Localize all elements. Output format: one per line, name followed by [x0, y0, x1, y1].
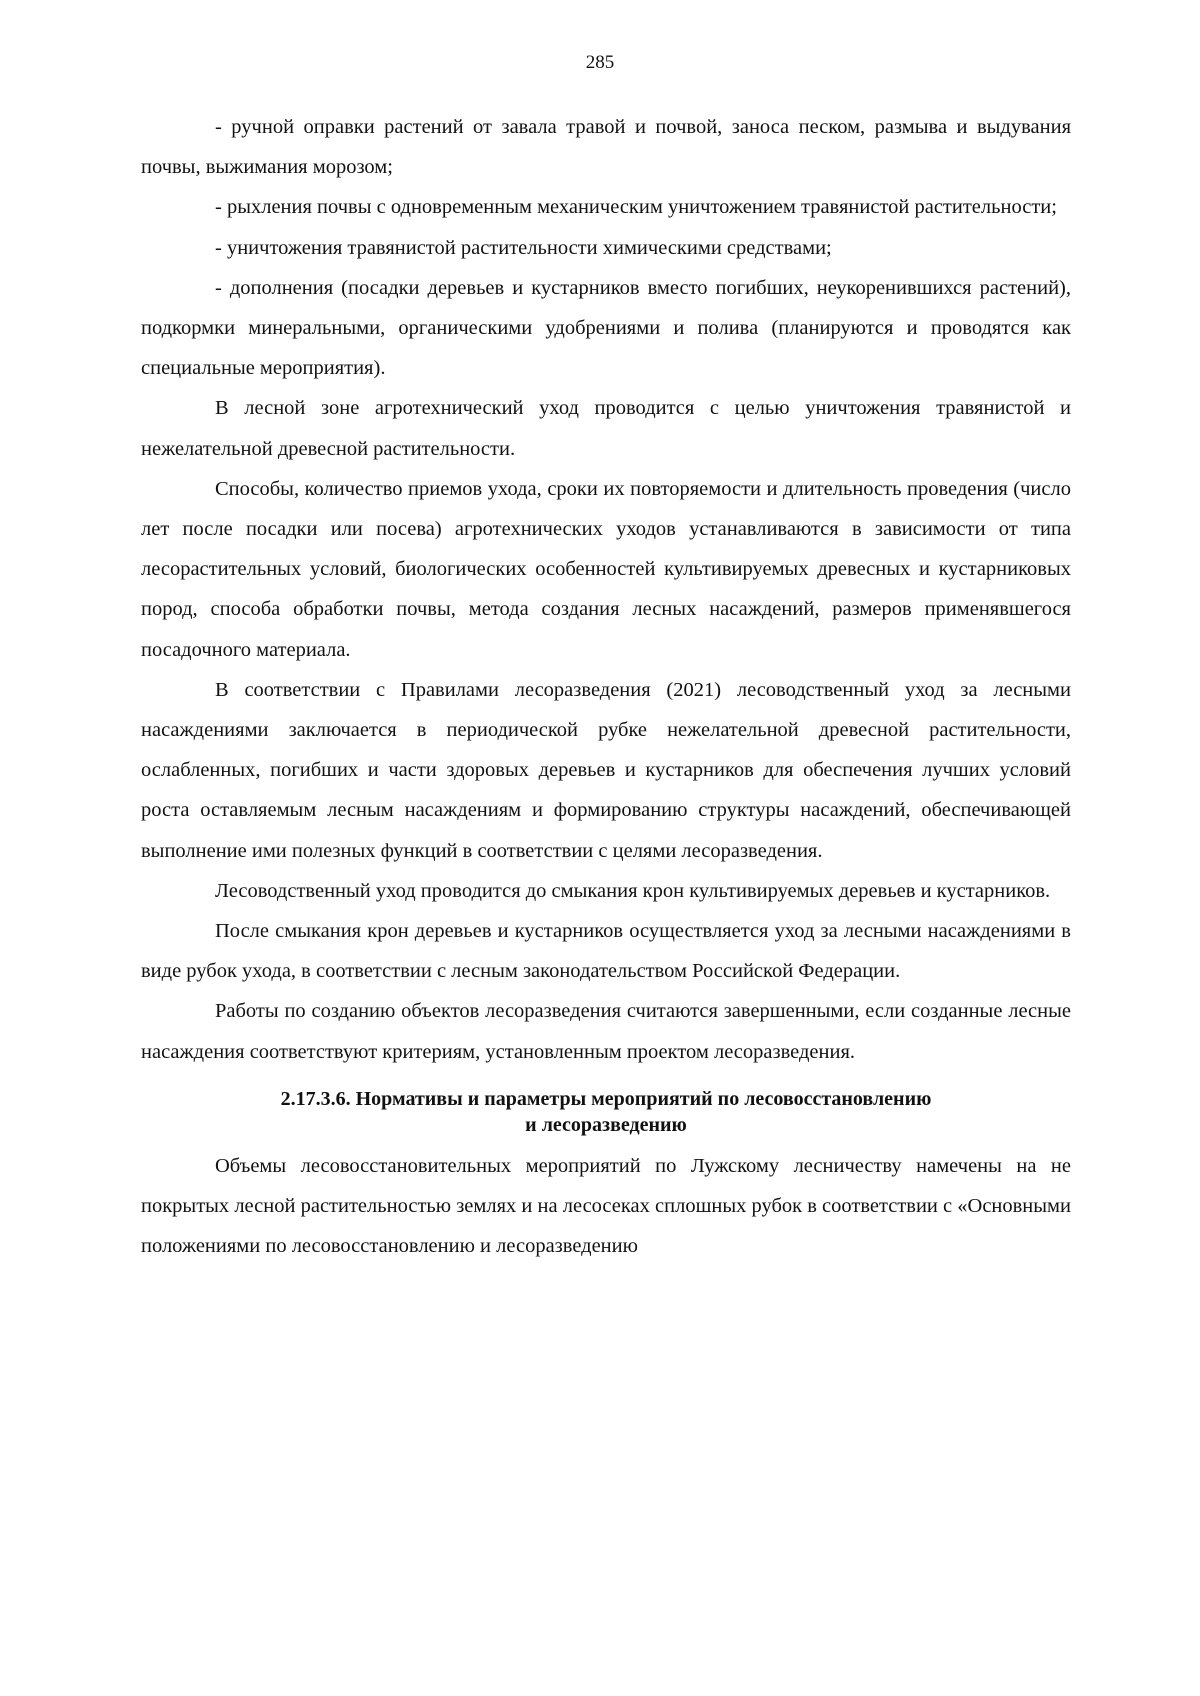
- paragraph-agrotechnical-care: В лесной зоне агротехнический уход проводится с целью уничтожения травянистой и нежелательной древесной растительности.: [141, 397, 1071, 460]
- list-item-soil-loosening: - рыхления почвы с одновременным механическим уничтожением травянистой растительности;: [215, 196, 1057, 219]
- section-heading-line-2: и лесоразведению: [525, 1113, 687, 1136]
- paragraph-completion-criteria: Работы по созданию объектов лесоразведения считаются завершенными, если созданные лесные насаждения соответствуют критериям, установленным проектом лесоразведения.: [141, 1000, 1071, 1063]
- paragraph-reforestation-volumes: Объемы лесовосстановительных мероприятий по Лужскому лесничеству намечены на не покрытых лесной растительностью землях и на лесосеках сплошных рубок в соответствии с «Основными положениями по лесовосстановлению и лесоразведению: [141, 1154, 1071, 1258]
- list-item-supplementing: - дополнения (посадки деревьев и кустарников вместо погибших, неукоренившихся растений), подкормки минеральными, органическими удобрениями и полива (планируются и проводятся как специальные мероприятия).: [141, 276, 1071, 380]
- paragraph-silvicultural-care: Лесоводственный уход проводится до смыкания крон культивируемых деревьев и кустарников.: [215, 879, 1051, 902]
- document-body: [141, 107, 1071, 1266]
- paragraph-thinning: После смыкания крон деревьев и кустарников осуществляется уход за лесными насаждениями в виде рубок ухода, в соответствии с лесным законодательством Российской Федерации.: [141, 920, 1071, 983]
- paragraph-afforestation-rules: В соответствии с Правилами лесоразведения (2021) лесоводственный уход за лесными насаждениями заключается в периодической рубке нежелательной древесной растительности, ослабленных, погибших и части здоровых деревьев и кустарников для обеспечения лучших условий роста оставляемым лесным насаждениям и формированию структуры насаждений, обеспечивающей выполнение ими полезных функций в соответствии с целями лесоразведения.: [141, 678, 1071, 862]
- page-number: 285: [585, 52, 615, 73]
- section-heading-line-1: 2.17.3.6. Нормативы и параметры мероприятий по лесовосстановлению: [280, 1087, 932, 1110]
- paragraph-care-methods: Способы, количество приемов ухода, сроки их повторяемости и длительность проведения (число лет после посадки или посева) агротехнических уходов устанавливаются в зависимости от типа лесорастительных условий, биологических особенностей культивируемых древесных и кустарниковых пород, способа обработки почвы, метода создания лесных насаждений, размеров применявшегося посадочного материала.: [141, 477, 1071, 661]
- list-item-manual-correction: - ручной оправки растений от завала травой и почвой, заноса песком, размыва и выдувания почвы, выжимания морозом;: [141, 116, 1071, 179]
- list-item-chemical-weeding: - уничтожения травянистой растительности химическими средствами;: [215, 236, 832, 259]
- section-heading: [141, 1086, 1071, 1138]
